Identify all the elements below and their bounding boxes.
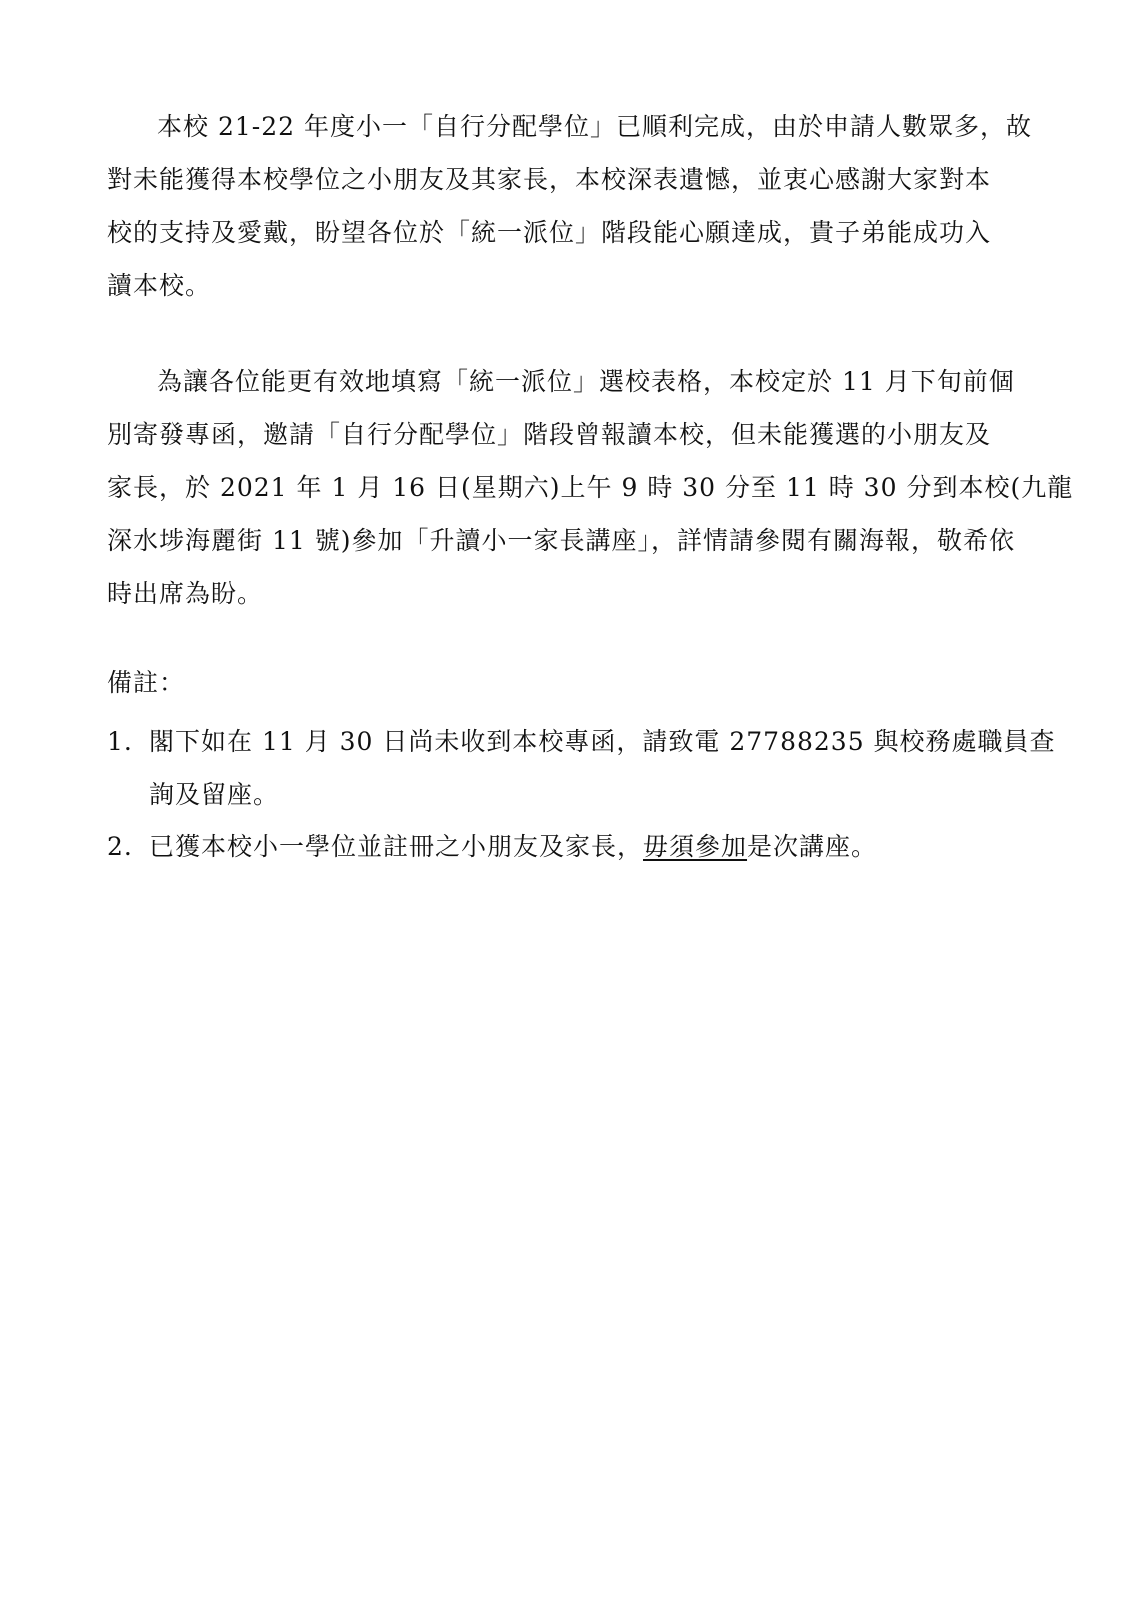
paragraph-1 [107,100,1032,312]
paragraph-2-line: 時出席為盼。 [107,579,264,608]
paragraph-1-line: 讀本校。 [107,271,212,300]
paragraph-2-line: 家長，於 2021 年 1 月 16 日(星期六)上午 9 時 30 分至 11 時 30 分到本校(九龍 [107,473,1074,502]
remarks-text-after: 是次講座。 [747,832,878,861]
underlined-emphasis: 毋須參加 [643,832,748,861]
paragraph-1-line: 本校 21-22 年度小一「自行分配學位」已順利完成，由於申請人數眾多，故 [157,112,1032,141]
paragraph-2-line: 深水埗海麗街 11 號)參加「升讀小一家長講座」，詳情請參閱有關海報，敬希依 [107,526,1015,555]
paragraph-2 [107,355,1074,620]
remarks-item-2 [107,820,1007,873]
remarks-heading: 備註： [107,668,186,697]
remarks-item-number: 2. [107,832,133,861]
remarks-item-number: 1. [107,727,133,756]
paragraph-2-line: 別寄發專函，邀請「自行分配學位」階段曾報讀本校，但未能獲選的小朋友及 [107,420,992,449]
remarks-item-body [149,820,1007,873]
paragraph-2-line: 為讓各位能更有效地填寫「統一派位」選校表格，本校定於 11 月下旬前個 [157,367,1015,396]
remarks-item-1 [107,715,1056,821]
remarks-item-line [149,820,1007,873]
remarks-item-line: 詢及留座。 [149,780,280,809]
remarks-item-body [149,715,1056,821]
paragraph-1-line: 校的支持及愛戴，盼望各位於「統一派位」階段能心願達成，貴子弟能成功入 [107,218,992,247]
paragraph-1-line: 對未能獲得本校學位之小朋友及其家長，本校深表遺憾，並衷心感謝大家對本 [107,165,992,194]
remarks-item-line: 閣下如在 11 月 30 日尚未收到本校專函，請致電 27788235 與校務處職員查 [149,727,1056,756]
remarks-text-before: 已獲本校小一學位並註冊之小朋友及家長， [149,832,644,861]
